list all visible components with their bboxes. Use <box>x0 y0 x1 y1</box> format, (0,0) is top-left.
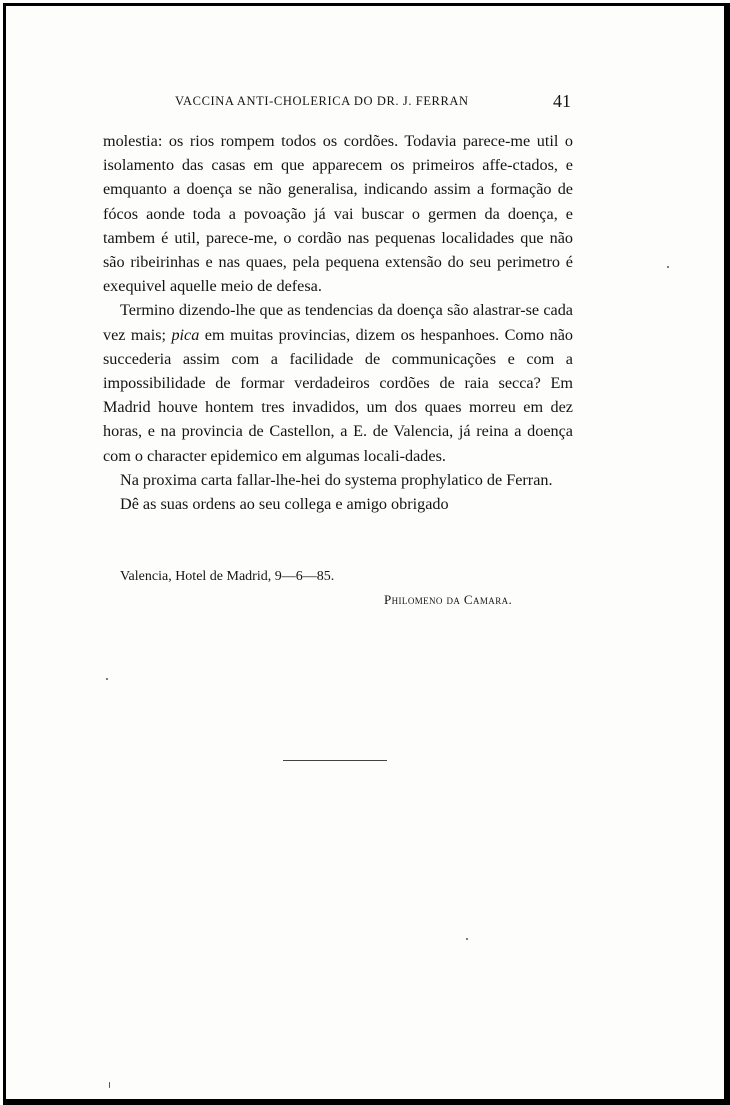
paragraph-1: molestia: os rios rompem todos os cordões. Todavia parece-me util o isolamento das casas em que apparecem os primeiros affe-ctados, e emquanto a doença se não generalisa, indicando assim a formação de fócos aonde toda a povoação já vai buscar o germen da doença, e tambem é util, parece-me, o cordão nas pequenas localidades que não são ribeirinhas e nas quaes, pela pequena extensão do seu perimetro é exequivel aquelle meio de defesa. <box>103 132 573 296</box>
paper-speck <box>106 678 108 680</box>
paragraph-3: Na proxima carta fallar-lhe-hei do systema prophylatico de Ferran. <box>120 470 553 489</box>
dateline: Valencia, Hotel de Madrid, 9—6—85. <box>120 569 335 584</box>
signature: Philomeno da Camara. <box>384 592 513 607</box>
paper-speck <box>466 938 468 940</box>
bleed-through-rule <box>283 760 387 761</box>
page-number: 41 <box>553 91 571 111</box>
paper-speck <box>667 266 669 268</box>
body-text <box>103 129 573 516</box>
italic-word: pica <box>171 325 200 344</box>
paper-speck <box>109 1082 110 1088</box>
paragraph-2: Termino dizendo-lhe que as tendencias da doença são alastrar-se cada vez mais; pica em muitas provincias, dizem os hespanhoes. Como não succederia assim com a facilidade de communicações e com a impossibilidade de formar verdadeiros cordões de raia secca? Em Madrid houve hontem tres invadidos, um dos quaes morreu em dez horas, e na provincia de Castellon, a E. de Valencia, já reina a doença com o character epidemico em algumas locali-dades. <box>103 301 573 465</box>
running-head <box>103 91 573 113</box>
running-title: VACCINA ANTI-CHOLERICA DO DR. J. FERRAN <box>175 94 469 108</box>
paragraph-4: Dê as suas ordens ao seu collega e amigo obrigado <box>120 495 449 514</box>
